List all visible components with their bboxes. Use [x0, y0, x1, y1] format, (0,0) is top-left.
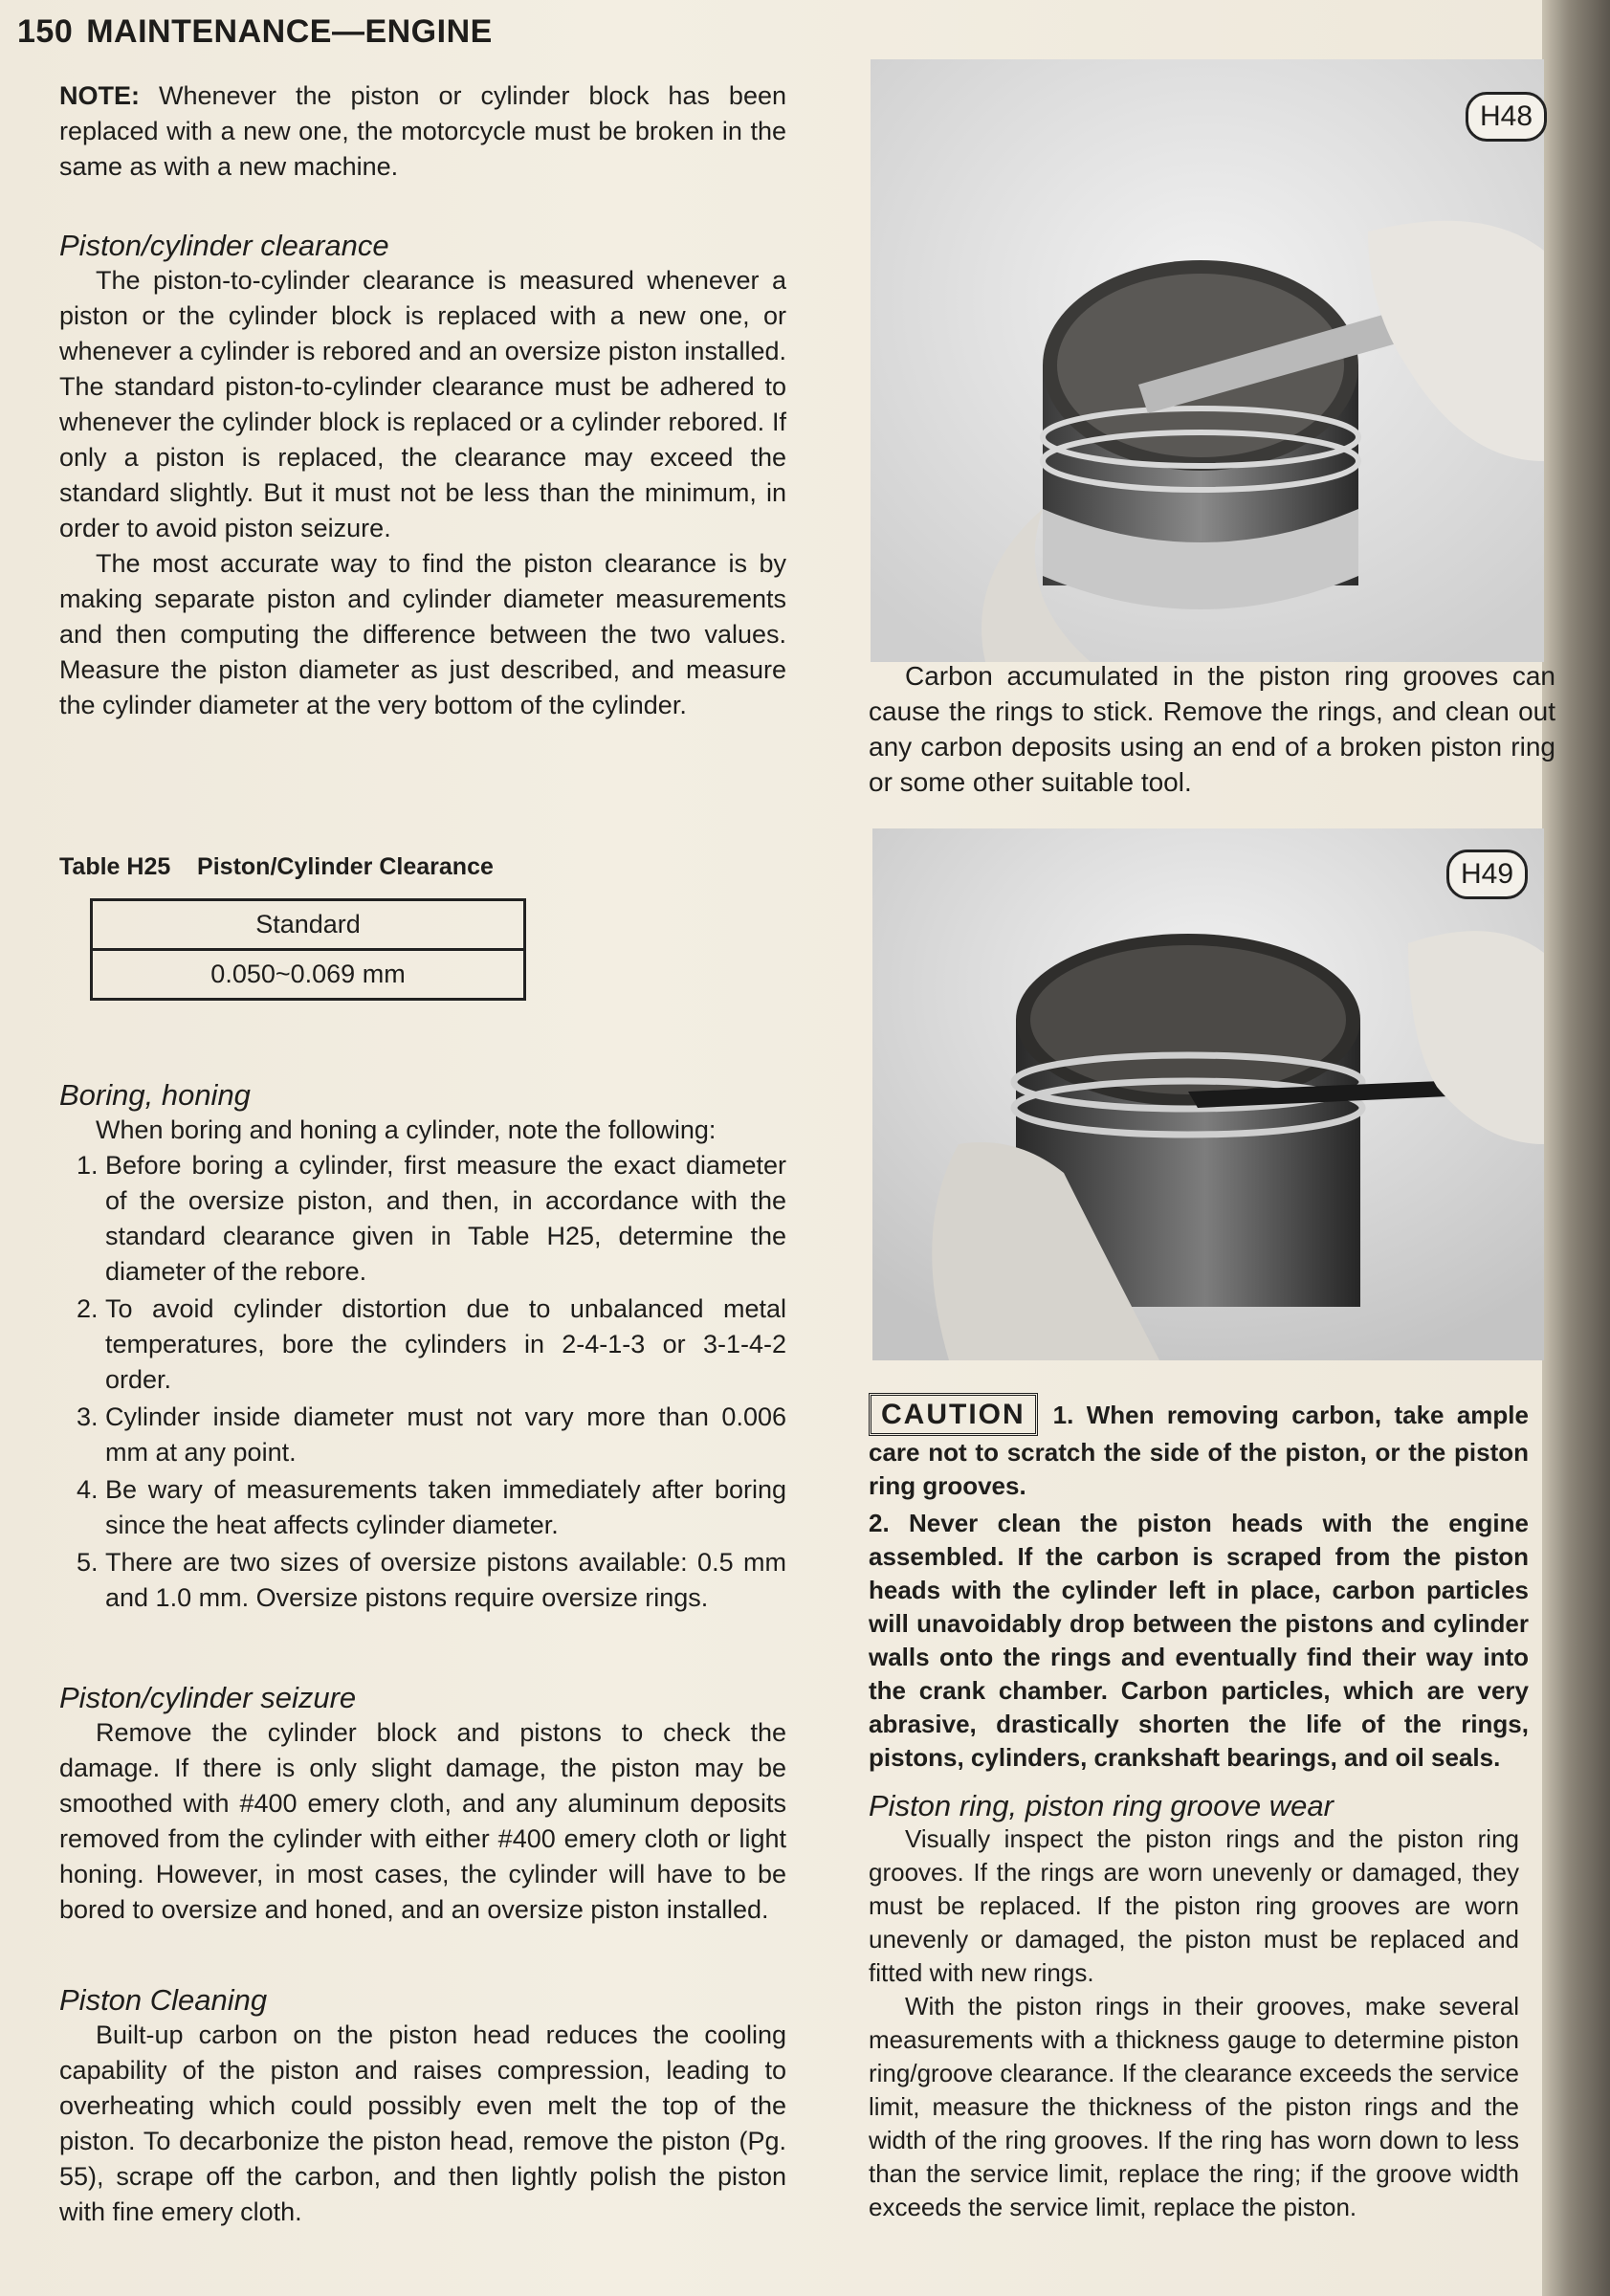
photo-h49 — [872, 828, 1544, 1360]
list-item: 5. There are two sizes of oversize pistons available: 0.5 mm and 1.0 mm. Oversize pistons require oversize rings. — [105, 1545, 786, 1616]
boring-heading: Boring, honing — [59, 1078, 251, 1112]
clearance-paragraph-2: The most accurate way to find the piston clearance is by making separate piston and cylinder diameter measurements and then computing the difference between the two values. Measure the piston diameter as just described, and measure the cylinder diameter at the very bottom of the cylinder. — [59, 549, 786, 719]
h48-caption-block — [869, 658, 1555, 800]
seizure-heading: Piston/cylinder seizure — [59, 1681, 357, 1714]
boring-intro: When boring and honing a cylinder, note the following: — [96, 1115, 717, 1144]
page-title: MAINTENANCE—ENGINE — [86, 13, 493, 50]
table-header-cell: Standard — [92, 900, 525, 950]
piston-ring-cleaning-photo — [872, 828, 1544, 1360]
note-label: NOTE: — [59, 81, 140, 110]
figure-badge-h48: H48 — [1466, 92, 1547, 142]
seizure-text: Remove the cylinder block and pistons to check the damage. If there is only slight damage, the piston may be smoothed with #400 emery cloth, and any aluminum deposits removed from the cylinder with either #400 emery cloth or light honing. However, in most cases, the cylinder will have to be bored to oversize and honed, and an oversize piston installed. — [59, 1718, 786, 1924]
ring-wear-section — [869, 1789, 1519, 2224]
page-number: 150 — [17, 13, 74, 50]
clearance-table-block — [59, 850, 786, 1001]
figure-badge-h49: H49 — [1446, 850, 1528, 899]
note-text: Whenever the piston or cylinder block has been replaced with a new one, the motorcycle must be broken in the same as with a new machine. — [59, 81, 786, 181]
ring-wear-heading: Piston ring, piston ring groove wear — [869, 1789, 1334, 1822]
list-item: 3. Cylinder inside diameter must not vary more than 0.006 mm at any point. — [105, 1400, 786, 1470]
table-value-cell: 0.050~0.069 mm — [92, 950, 525, 1000]
table-subtitle: Piston/Cylinder Clearance — [197, 853, 494, 880]
caution-item-2: 2. Never clean the piston heads with the engine assembled. If the carbon is scraped from the piston heads with the cylinder left in place, carbon particles will unavoidably drop between the pistons and cylinder walls onto the rings and eventually find their way into the crank chamber. Carbon particles, which are very abrasive, drastically shorten the life of the rings, pistons, cylinders, crankshaft bearings, and oil seals. — [869, 1509, 1529, 1772]
page-header — [17, 13, 493, 51]
boring-list — [59, 1148, 786, 1616]
ring-wear-paragraph-2: With the piston rings in their grooves, make several measurements with a thickness gauge to determine piston ring/groove clearance. If the clearance exceeds the service limit, measure the thickness of the piston rings and the width of the ring grooves. If the ring has worn down to less than the service limit, replace the ring; if the groove width exceeds the service limit, replace the piston. — [869, 1992, 1519, 2221]
page-edge — [1542, 0, 1610, 2296]
note-block — [59, 78, 786, 185]
list-item: 4. Be wary of measurements taken immediately after boring since the heat affects cylinder diameter. — [105, 1472, 786, 1543]
table-number: Table H25 — [59, 853, 171, 880]
clearance-table — [90, 898, 526, 1001]
clearance-section — [59, 228, 786, 723]
ring-wear-paragraph-1: Visually inspect the piston rings and the piston ring grooves. If the rings are worn unevenly or damaged, they must be replaced. If the piston ring grooves are worn unevenly or damaged, the piston must be replaced and fitted with new rings. — [869, 1824, 1519, 1987]
clearance-heading: Piston/cylinder clearance — [59, 229, 389, 262]
piston-feeler-gauge-photo — [871, 59, 1544, 662]
list-item: 1. Before boring a cylinder, first measure the exact diameter of the oversize piston, and then, in accordance with the standard clearance given in Table H25, determine the diameter of the rebore. — [105, 1148, 786, 1290]
caution-label: CAUTION — [869, 1393, 1038, 1436]
list-item: 2. To avoid cylinder distortion due to unbalanced metal temperatures, bore the cylinders in 2-4-1-3 or 3-1-4-2 order. — [105, 1292, 786, 1398]
table-title — [59, 850, 786, 885]
seizure-section — [59, 1680, 786, 1928]
boring-section — [59, 1077, 786, 1618]
caution-block — [869, 1393, 1529, 1775]
cleaning-text: Built-up carbon on the piston head reduces the cooling capability of the piston and raises compression, leading to overheating which could possibly even melt the top of the piston. To decarbonize the piston head, remove the piston (Pg. 55), scrape off the carbon, and then lightly polish the piston with fine emery cloth. — [59, 2020, 786, 2226]
caution-item-1: 1. When removing carbon, take ample care not to scratch the side of the piston, or the piston ring grooves. — [869, 1401, 1529, 1500]
cleaning-section — [59, 1982, 786, 2230]
clearance-paragraph-1: The piston-to-cylinder clearance is measured whenever a piston or the cylinder block is replaced with a new one, or whenever a cylinder is rebored and an oversize piston installed. The standard piston-to-cylinder clearance must be adhered to whenever the cylinder block is replaced or a cylinder rebored. If only a piston is replaced, the clearance may exceed the standard slightly. But it must not be less than the minimum, in order to avoid piston seizure. — [59, 266, 786, 542]
cleaning-heading: Piston Cleaning — [59, 1983, 268, 2017]
figure-caption-h48: Carbon accumulated in the piston ring grooves can cause the rings to stick. Remove the rings, and clean out any carbon deposits using an end of a broken piston ring or some other suitable tool. — [869, 661, 1555, 797]
photo-h48 — [871, 59, 1544, 662]
